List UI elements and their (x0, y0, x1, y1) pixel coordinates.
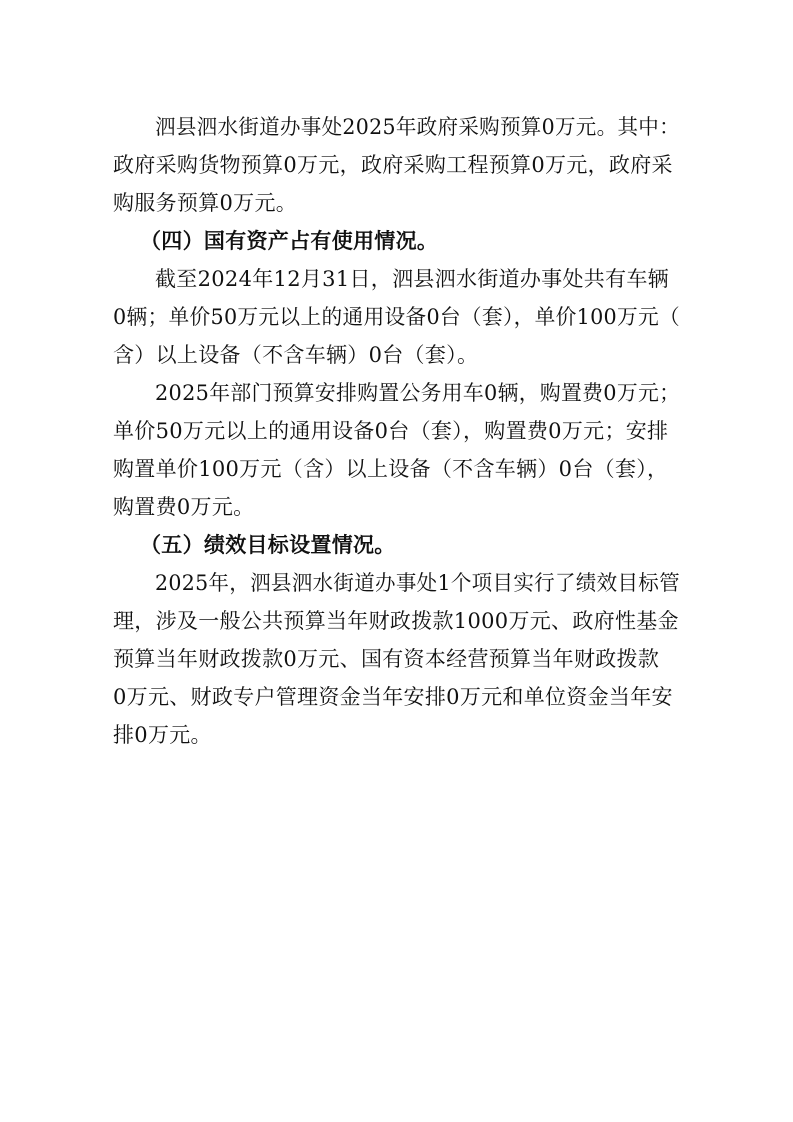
paragraph-line: 政府采购货物预算0万元，政府采购工程预算0万元，政府采 (113, 153, 673, 177)
paragraph-line: 单价50万元以上的通用设备0台（套），购置费0万元；安排 (113, 419, 669, 443)
section-heading-performance: （五）绩效目标设置情况。 (140, 532, 396, 557)
paragraph-line: 2025年部门预算安排购置公务用车0辆，购置费0万元； (155, 381, 681, 405)
paragraph-line: 排0万元。 (113, 723, 212, 747)
section-heading-assets: （四）国有资产占有使用情况。 (140, 228, 439, 253)
paragraph-line: 2025年，泗县泗水街道办事处1个项目实行了绩效目标管 (155, 571, 680, 595)
paragraph-line: 0万元、财政专户管理资金当年安排0万元和单位资金当年安 (113, 685, 673, 709)
paragraph-line: 截至2024年12月31日，泗县泗水街道办事处共有车辆 (155, 267, 669, 291)
paragraph-line: 购置单价100万元（含）以上设备（不含车辆）0台（套）， (113, 457, 669, 481)
paragraph-line: 含）以上设备（不含车辆）0台（套）。 (113, 343, 479, 367)
paragraph-line: 泗县泗水街道办事处2025年政府采购预算0万元。其中： (155, 115, 680, 139)
paragraph-line: 理，涉及一般公共预算当年财政拨款1000万元、政府性基金 (113, 609, 679, 633)
paragraph-line: 购服务预算0万元。 (113, 191, 298, 215)
paragraph-line: 预算当年财政拨款0万元、国有资本经营预算当年财政拨款 (113, 647, 660, 671)
paragraph-line: 购置费0万元。 (113, 495, 255, 519)
paragraph-line: 0辆；单价50万元以上的通用设备0台（套），单价100万元（ (113, 305, 681, 329)
